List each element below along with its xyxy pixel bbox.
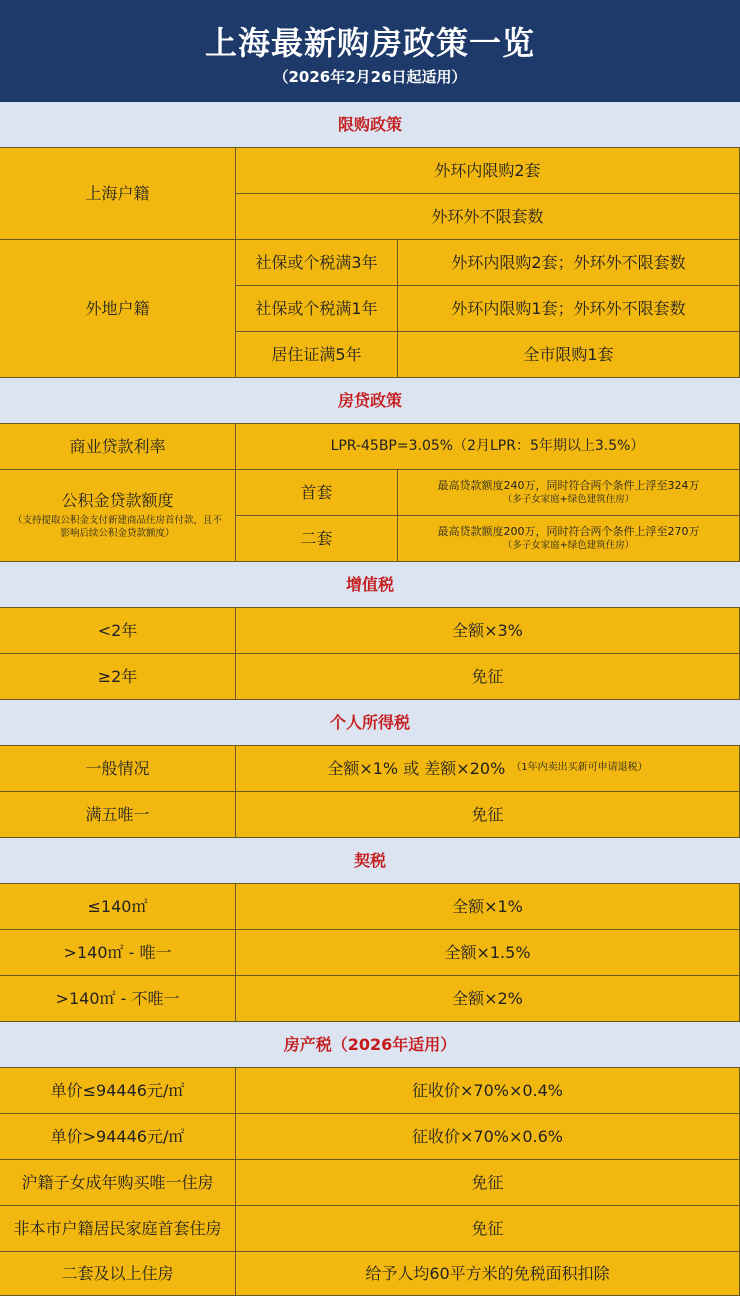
- deed-tax-label: >140㎡ - 不唯一: [0, 976, 236, 1022]
- property-tax-label: 单价≤94446元/㎡: [0, 1068, 236, 1114]
- provident-first-home: 首套: [236, 470, 398, 516]
- property-tax-value: 给予人均60平方米的免税面积扣除: [236, 1252, 740, 1296]
- sh-hukou-rule: 外环内限购2套: [236, 148, 740, 194]
- property-tax-label: 单价>94446元/㎡: [0, 1114, 236, 1160]
- page-subtitle: （2026年2月26日起适用）: [273, 68, 467, 86]
- provident-first-home-value-cell: [398, 470, 740, 516]
- deed-tax-value: 全额×1%: [236, 884, 740, 930]
- section-vat: 增值税: [0, 562, 740, 608]
- section-income-tax: 个人所得税: [0, 700, 740, 746]
- non-hukou-rule: 外环内限购2套；外环外不限套数: [398, 240, 740, 286]
- page-header: [0, 0, 740, 102]
- section-property-tax: 房产税（2026年适用）: [0, 1022, 740, 1068]
- income-tax-value: 免征: [236, 792, 740, 838]
- income-tax-note: （1年内卖出买新可申请退税）: [511, 762, 648, 774]
- provident-first-home-value: 最高贷款额度240万，同时符合两个条件上浮至324万: [437, 478, 700, 492]
- non-hukou-rule: 外环内限购1套；外环外不限套数: [398, 286, 740, 332]
- property-tax-label: 二套及以上住房: [0, 1252, 236, 1296]
- provident-fund-label: 公积金贷款额度: [61, 491, 174, 511]
- section-mortgage: 房贷政策: [0, 378, 740, 424]
- provident-fund-note: （支持提取公积金支付新建商品住房首付款，且不影响后续公积金贷款额度）: [12, 515, 222, 539]
- commercial-loan-label: 商业贷款利率: [0, 424, 236, 470]
- property-tax-label: 非本市户籍居民家庭首套住房: [0, 1206, 236, 1252]
- provident-second-home: 二套: [236, 516, 398, 562]
- provident-second-home-note: （多子女家庭+绿色建筑住房）: [502, 540, 635, 552]
- vat-value: 免征: [236, 654, 740, 700]
- property-tax-value: 免征: [236, 1206, 740, 1252]
- non-hukou-condition: 社保或个税满1年: [236, 286, 398, 332]
- income-tax-label: 一般情况: [0, 746, 236, 792]
- provident-second-home-value-cell: [398, 516, 740, 562]
- sh-hukou-label: 上海户籍: [0, 148, 236, 240]
- policy-table: [0, 102, 740, 1296]
- sh-hukou-rule: 外环外不限套数: [236, 194, 740, 240]
- property-tax-value: 征收价×70%×0.6%: [236, 1114, 740, 1160]
- deed-tax-label: ≤140㎡: [0, 884, 236, 930]
- provident-first-home-note: （多子女家庭+绿色建筑住房）: [502, 494, 635, 506]
- property-tax-value: 征收价×70%×0.4%: [236, 1068, 740, 1114]
- property-tax-label: 沪籍子女成年购买唯一住房: [0, 1160, 236, 1206]
- vat-label: ≥2年: [0, 654, 236, 700]
- income-tax-value-cell: [236, 746, 740, 792]
- section-deed-tax: 契税: [0, 838, 740, 884]
- non-hukou-label: 外地户籍: [0, 240, 236, 378]
- deed-tax-value: 全额×1.5%: [236, 930, 740, 976]
- deed-tax-value: 全额×2%: [236, 976, 740, 1022]
- section-purchase-limit: 限购政策: [0, 102, 740, 148]
- vat-label: <2年: [0, 608, 236, 654]
- non-hukou-rule: 全市限购1套: [398, 332, 740, 378]
- commercial-loan-rate: LPR-45BP=3.05%（2月LPR：5年期以上3.5%）: [236, 424, 740, 470]
- provident-second-home-value: 最高贷款额度200万，同时符合两个条件上浮至270万: [437, 524, 700, 538]
- non-hukou-condition: 社保或个税满3年: [236, 240, 398, 286]
- non-hukou-condition: 居住证满5年: [236, 332, 398, 378]
- deed-tax-label: >140㎡ - 唯一: [0, 930, 236, 976]
- income-tax-value: 全额×1% 或 差额×20%: [327, 758, 506, 778]
- vat-value: 全额×3%: [236, 608, 740, 654]
- property-tax-value: 免征: [236, 1160, 740, 1206]
- provident-fund-label-cell: [0, 470, 236, 562]
- page-title: 上海最新购房政策一览: [204, 24, 535, 62]
- income-tax-label: 满五唯一: [0, 792, 236, 838]
